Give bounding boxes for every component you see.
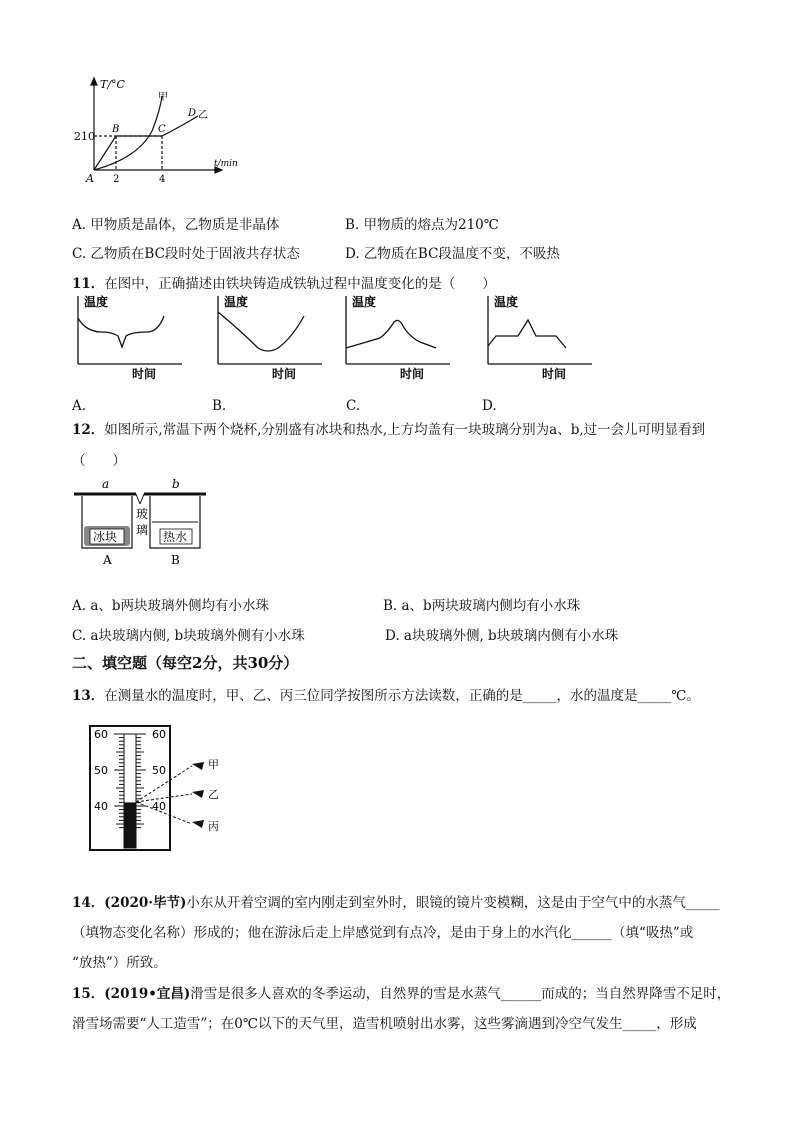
q12-option-d: D. a块玻璃外侧, b块玻璃内侧有小水珠 [385, 628, 619, 644]
q12-stem [72, 418, 705, 438]
q10-x-tick-4: 4 [159, 174, 166, 185]
section-2-title: 二、填空题（每空2分，共30分） [72, 654, 299, 672]
q10-point-d: D [188, 108, 197, 119]
q10-graph [74, 76, 238, 186]
q12-glass-char-2: 璃 [136, 523, 149, 537]
q15-source: (2019•宜昌) [104, 986, 191, 1002]
q11-stem-text: 在图中，正确描述由铁块铸造成铁轨过程中温度变化的是（ ） [104, 276, 496, 292]
q11-graph-d [482, 292, 607, 384]
q10-point-b: B [112, 124, 120, 135]
q10-option-d: D. 乙物质在BC段温度不变，不吸热 [345, 246, 560, 262]
q11-a-ylabel: 温度 [84, 295, 109, 309]
q14-line-3: “放热”）所致。 [72, 955, 167, 971]
q12-option-a: A. a、b两块玻璃外侧均有小水珠 [72, 598, 270, 614]
q10-y-value: 210 [74, 130, 95, 143]
q11-option-b: B. [212, 398, 227, 414]
q11-graph-b [212, 292, 337, 384]
q12-glass-char-1: 玻 [136, 507, 149, 521]
q13-viewer-bing: 丙 [208, 820, 219, 833]
q12-option-b: B. a、b两块玻璃内侧均有小水珠 [383, 598, 581, 614]
q15-line-2: 滑雪场需要“人工造雪”；在0℃以下的天气里，造雪机喷射出水雾，这些雾滴遇到冷空气发生_____，形成 [72, 1016, 697, 1032]
q15-number: 15． [72, 986, 105, 1002]
q13-mark-60-right: 60 [152, 728, 166, 741]
q12-glass-a: a [102, 477, 110, 491]
q10-label-jia: 甲 [158, 92, 168, 103]
q10-x-axis-label: t/min [214, 159, 238, 169]
q10-point-c: C [158, 124, 166, 135]
q13-viewer-jia: 甲 [208, 758, 219, 771]
q10-origin-label: A [86, 172, 94, 185]
q14-number: 14． [72, 895, 105, 911]
q13-stem [72, 684, 700, 704]
q13-mark-50-left: 50 [94, 764, 108, 777]
q14-line-1 [72, 891, 720, 911]
q11-number: 11． [72, 276, 105, 292]
q14-source: (2020·毕节) [104, 895, 187, 911]
q11-d-ylabel: 温度 [494, 295, 519, 309]
q11-c-ylabel: 温度 [352, 295, 377, 309]
q13-mark-60-left: 60 [94, 728, 108, 741]
q11-option-c: C. [346, 398, 361, 414]
q13-mercury-column [124, 802, 136, 848]
q12-beaker-b-label: B [171, 553, 180, 567]
q12-number: 12． [72, 422, 105, 438]
q13-number: 13． [72, 688, 105, 704]
q13-mark-40-right: 40 [152, 800, 166, 813]
q10-x-tick-2: 2 [113, 174, 120, 185]
q11-option-d: D. [482, 398, 497, 414]
q10-option-b: B. 甲物质的熔点为210℃ [345, 217, 499, 233]
q13-mark-50-right: 50 [152, 764, 166, 777]
q11-option-a: A. [72, 398, 87, 414]
q12-beaker-a-label: A [103, 553, 112, 567]
q11-b-ylabel: 温度 [224, 295, 249, 309]
q11-a-xlabel: 时间 [132, 367, 157, 381]
q13-viewer-yi: 乙 [208, 788, 219, 801]
q11-graph-c [340, 292, 465, 384]
q11-stem [72, 272, 496, 292]
q10-option-a: A. 甲物质是晶体，乙物质是非晶体 [72, 217, 280, 233]
q15-line-1 [72, 982, 730, 1002]
q10-y-axis-label: T/°C [100, 78, 125, 91]
q11-graph-a [72, 292, 197, 384]
q12-stem-text: 如图所示,常温下两个烧杯,分别盛有冰块和热水,上方均盖有一块玻璃分别为a、b,过一会儿可明显看到 [104, 422, 706, 438]
q13-stem-text: 在测量水的温度时，甲、乙、丙三位同学按图所示方法读数，正确的是_____，水的温度是_____℃。 [104, 688, 700, 704]
q12-figure [72, 474, 212, 570]
q12-beaker-a-content: 冰块 [93, 530, 118, 544]
q10-option-c: C. 乙物质在BC段时处于固液共存状态 [72, 246, 300, 262]
q11-d-xlabel: 时间 [542, 367, 567, 381]
q14-line-2: （填物态变化名称）形成的；他在游泳后走上岸感觉到有点冷，是由于身上的水汽化______（填“吸热”或 [72, 925, 694, 941]
q11-b-xlabel: 时间 [272, 367, 297, 381]
q15-line-1-text: 滑雪是很多人喜欢的冬季运动，自然界的雪是水蒸气______而成的；当自然界降雪不足时， [190, 986, 731, 1002]
q12-glass-b: b [172, 477, 180, 491]
q10-label-yi: 乙 [198, 110, 208, 121]
q12-paren: （ ） [72, 453, 126, 469]
q14-line-1-text: 小东从开着空调的室内刚走到室外时，眼镜的镜片变模糊，这是由于空气中的水蒸气_____ [186, 895, 720, 911]
q12-beaker-b-content: 热水 [163, 530, 188, 544]
q13-thermometer-figure [88, 724, 238, 854]
q13-mark-40-left: 40 [94, 800, 108, 813]
q12-option-c: C. a块玻璃内侧, b块玻璃外侧有小水珠 [72, 628, 305, 644]
q11-c-xlabel: 时间 [400, 367, 425, 381]
